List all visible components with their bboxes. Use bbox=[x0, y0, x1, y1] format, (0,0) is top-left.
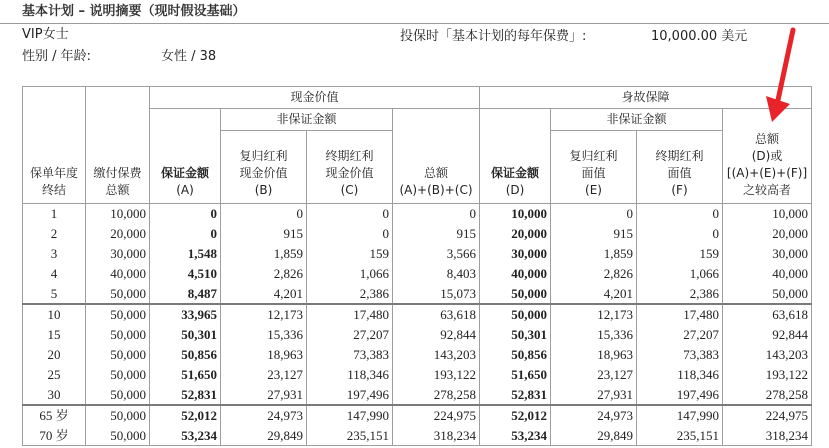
table-cell: 15,073 bbox=[393, 284, 480, 305]
client-name: VIP女士 bbox=[22, 27, 69, 42]
page-title: 基本计划 – 说明摘要（现时假设基础） bbox=[0, 0, 829, 24]
sub-nonguaranteed-death: 非保证金额 bbox=[551, 109, 723, 131]
table-cell: 51,650 bbox=[150, 365, 221, 385]
table-cell: 0 bbox=[307, 224, 393, 244]
table-row bbox=[23, 405, 812, 426]
gender-age-label: 性别 / 年龄: bbox=[22, 49, 92, 64]
table-cell: 3,566 bbox=[393, 244, 480, 264]
table-cell: 0 bbox=[637, 224, 723, 244]
table-cell: 4,510 bbox=[150, 264, 221, 284]
table-cell: 118,346 bbox=[637, 365, 723, 385]
table-cell: 197,496 bbox=[637, 385, 723, 406]
col-total-premium-l1: 缴付保费 bbox=[93, 166, 142, 180]
table-cell: 20,000 bbox=[480, 224, 551, 244]
illustration-table bbox=[22, 86, 812, 446]
sub-nonguaranteed-cash: 非保证金额 bbox=[221, 109, 393, 131]
table-cell: 0 bbox=[150, 224, 221, 244]
table-cell: 51,650 bbox=[480, 365, 551, 385]
table-cell: 53,234 bbox=[150, 426, 221, 446]
table-cell: 50,301 bbox=[150, 325, 221, 345]
col-c-l1: 终期红利 bbox=[325, 149, 374, 163]
table-row bbox=[23, 284, 812, 305]
table-cell: 30,000 bbox=[723, 244, 812, 264]
table-row bbox=[23, 224, 812, 244]
col-guaranteed-d bbox=[480, 109, 551, 204]
table-cell: 10 bbox=[23, 304, 86, 325]
table-cell: 235,151 bbox=[307, 426, 393, 446]
table-row bbox=[23, 345, 812, 365]
table-cell: 18,963 bbox=[551, 345, 637, 365]
table-cell: 50,000 bbox=[86, 365, 150, 385]
col-total-cash-l1: 总额 bbox=[424, 166, 449, 180]
table-cell: 197,496 bbox=[307, 385, 393, 406]
table-cell: 15,336 bbox=[221, 325, 307, 345]
table-cell: 5 bbox=[23, 284, 86, 305]
table-cell: 12,173 bbox=[551, 304, 637, 325]
col-total-death bbox=[723, 109, 812, 204]
table-cell: 915 bbox=[393, 224, 480, 244]
table-cell: 27,931 bbox=[551, 385, 637, 406]
col-f-l3: (F) bbox=[671, 183, 688, 197]
table-row bbox=[23, 365, 812, 385]
table-cell: 318,234 bbox=[393, 426, 480, 446]
table-cell: 50,000 bbox=[86, 385, 150, 406]
table-cell: 17,480 bbox=[637, 304, 723, 325]
table-cell: 40,000 bbox=[86, 264, 150, 284]
table-cell: 27,931 bbox=[221, 385, 307, 406]
col-b-l2: 现金价值 bbox=[239, 166, 288, 180]
table-cell: 10,000 bbox=[86, 204, 150, 224]
col-e-l2: 面值 bbox=[581, 166, 606, 180]
table-cell: 2,386 bbox=[307, 284, 393, 305]
col-reversionary-cash-b bbox=[221, 131, 307, 204]
table-cell: 50,000 bbox=[86, 345, 150, 365]
group-death-benefit: 身故保障 bbox=[480, 87, 812, 109]
table-cell: 278,258 bbox=[723, 385, 812, 406]
table-cell: 224,975 bbox=[393, 405, 480, 426]
table-cell: 50,301 bbox=[480, 325, 551, 345]
table-cell: 15 bbox=[23, 325, 86, 345]
table-cell: 4,201 bbox=[221, 284, 307, 305]
table-cell: 10,000 bbox=[723, 204, 812, 224]
col-e-l3: (E) bbox=[585, 183, 602, 197]
table-cell: 30,000 bbox=[480, 244, 551, 264]
group-cash-value: 现金价值 bbox=[150, 87, 480, 109]
table-cell: 73,383 bbox=[307, 345, 393, 365]
table-cell: 3 bbox=[23, 244, 86, 264]
table-cell: 1,066 bbox=[307, 264, 393, 284]
table-cell: 40,000 bbox=[480, 264, 551, 284]
table-cell: 147,990 bbox=[307, 405, 393, 426]
table-cell: 50,000 bbox=[480, 304, 551, 325]
table-cell: 53,234 bbox=[480, 426, 551, 446]
table-cell: 4 bbox=[23, 264, 86, 284]
gender-age-value: 女性 / 38 bbox=[161, 49, 217, 64]
table-cell: 143,203 bbox=[393, 345, 480, 365]
col-policy-year bbox=[23, 87, 86, 204]
col-terminal-cash-c bbox=[307, 131, 393, 204]
col-b-l1: 复归红利 bbox=[239, 149, 288, 163]
col-total-death-l3: [(A)+(E)+(F)] bbox=[726, 166, 808, 180]
col-total-death-l4: 之较高者 bbox=[743, 183, 792, 197]
table-cell: 15,336 bbox=[551, 325, 637, 345]
table-cell: 50,856 bbox=[480, 345, 551, 365]
table-row bbox=[23, 325, 812, 345]
table-cell: 33,965 bbox=[150, 304, 221, 325]
col-a-l2: (A) bbox=[176, 183, 194, 197]
table-row bbox=[23, 385, 812, 406]
table-cell: 92,844 bbox=[723, 325, 812, 345]
table-cell: 18,963 bbox=[221, 345, 307, 365]
table-cell: 20,000 bbox=[86, 224, 150, 244]
table-cell: 73,383 bbox=[637, 345, 723, 365]
table-cell: 0 bbox=[307, 204, 393, 224]
table-cell: 50,000 bbox=[86, 284, 150, 305]
table-cell: 23,127 bbox=[221, 365, 307, 385]
table-cell: 63,618 bbox=[393, 304, 480, 325]
table-cell: 27,207 bbox=[637, 325, 723, 345]
table-cell: 318,234 bbox=[723, 426, 812, 446]
table-cell: 50,856 bbox=[150, 345, 221, 365]
table-cell: 24,973 bbox=[551, 405, 637, 426]
col-total-cash-l2: (A)+(B)+(C) bbox=[399, 183, 473, 197]
table-cell: 30 bbox=[23, 385, 86, 406]
table-row bbox=[23, 264, 812, 284]
col-f-l2: 面值 bbox=[667, 166, 692, 180]
col-c-l3: (C) bbox=[340, 183, 359, 197]
table-cell: 17,480 bbox=[307, 304, 393, 325]
table-cell: 224,975 bbox=[723, 405, 812, 426]
col-policy-year-l1: 保单年度 bbox=[29, 166, 78, 180]
col-c-l2: 现金价值 bbox=[325, 166, 374, 180]
table-cell: 50,000 bbox=[86, 426, 150, 446]
col-a-l1: 保证金额 bbox=[160, 166, 209, 180]
table-cell: 12,173 bbox=[221, 304, 307, 325]
table-cell: 29,849 bbox=[221, 426, 307, 446]
col-f-l1: 终期红利 bbox=[655, 149, 704, 163]
table-cell: 2,826 bbox=[551, 264, 637, 284]
table-cell: 50,000 bbox=[86, 304, 150, 325]
table-cell: 24,973 bbox=[221, 405, 307, 426]
col-total-premium bbox=[86, 87, 150, 204]
table-cell: 0 bbox=[221, 204, 307, 224]
table-cell: 1,859 bbox=[221, 244, 307, 264]
table-cell: 23,127 bbox=[551, 365, 637, 385]
table-cell: 20 bbox=[23, 345, 86, 365]
premium-label: 投保时「基本计划的每年保费」: bbox=[400, 29, 587, 44]
table-cell: 2 bbox=[23, 224, 86, 244]
table-cell: 65 岁 bbox=[23, 405, 86, 426]
table-cell: 25 bbox=[23, 365, 86, 385]
table-cell: 8,403 bbox=[393, 264, 480, 284]
table-cell: 193,122 bbox=[723, 365, 812, 385]
table-cell: 92,844 bbox=[393, 325, 480, 345]
table-cell: 193,122 bbox=[393, 365, 480, 385]
table-cell: 52,831 bbox=[480, 385, 551, 406]
table-cell: 0 bbox=[551, 204, 637, 224]
table-cell: 63,618 bbox=[723, 304, 812, 325]
table-cell: 235,151 bbox=[637, 426, 723, 446]
col-reversionary-face-e bbox=[551, 131, 637, 204]
table-cell: 4,201 bbox=[551, 284, 637, 305]
table-cell: 50,000 bbox=[723, 284, 812, 305]
table-row bbox=[23, 244, 812, 264]
table-cell: 118,346 bbox=[307, 365, 393, 385]
table-row bbox=[23, 304, 812, 325]
table-cell: 915 bbox=[551, 224, 637, 244]
table-cell: 52,012 bbox=[150, 405, 221, 426]
table-cell: 70 岁 bbox=[23, 426, 86, 446]
table-cell: 147,990 bbox=[637, 405, 723, 426]
table-cell: 1,859 bbox=[551, 244, 637, 264]
table-cell: 159 bbox=[637, 244, 723, 264]
table-cell: 159 bbox=[307, 244, 393, 264]
table-cell: 1,066 bbox=[637, 264, 723, 284]
table-cell: 2,826 bbox=[221, 264, 307, 284]
table-body bbox=[23, 204, 812, 446]
table-cell: 20,000 bbox=[723, 224, 812, 244]
table-cell: 8,487 bbox=[150, 284, 221, 305]
table-row bbox=[23, 426, 812, 446]
col-guaranteed-a bbox=[150, 109, 221, 204]
table-cell: 50,000 bbox=[86, 325, 150, 345]
premium-value: 10,000.00 美元 bbox=[651, 29, 748, 44]
table-cell: 10,000 bbox=[480, 204, 551, 224]
col-total-death-l2: (D)或 bbox=[751, 149, 783, 163]
table-cell: 1 bbox=[23, 204, 86, 224]
col-policy-year-l2: 终结 bbox=[41, 183, 66, 197]
table-cell: 29,849 bbox=[551, 426, 637, 446]
table-cell: 27,207 bbox=[307, 325, 393, 345]
table-cell: 50,000 bbox=[480, 284, 551, 305]
table-cell: 40,000 bbox=[723, 264, 812, 284]
table-cell: 1,548 bbox=[150, 244, 221, 264]
col-d-l1: 保证金额 bbox=[491, 166, 540, 180]
col-total-cash bbox=[393, 109, 480, 204]
table-cell: 915 bbox=[221, 224, 307, 244]
table-cell: 0 bbox=[150, 204, 221, 224]
table-row bbox=[23, 204, 812, 224]
table-cell: 278,258 bbox=[393, 385, 480, 406]
table-cell: 143,203 bbox=[723, 345, 812, 365]
table-cell: 0 bbox=[637, 204, 723, 224]
table-cell: 52,831 bbox=[150, 385, 221, 406]
table-cell: 2,386 bbox=[637, 284, 723, 305]
col-total-premium-l2: 总额 bbox=[105, 183, 130, 197]
col-e-l1: 复归红利 bbox=[569, 149, 618, 163]
table-cell: 0 bbox=[393, 204, 480, 224]
col-b-l3: (B) bbox=[254, 183, 273, 197]
table-cell: 30,000 bbox=[86, 244, 150, 264]
col-d-l2: (D) bbox=[505, 183, 525, 197]
col-total-death-l1: 总额 bbox=[755, 132, 780, 146]
table-cell: 52,012 bbox=[480, 405, 551, 426]
table-cell: 50,000 bbox=[86, 405, 150, 426]
col-terminal-face-f bbox=[637, 131, 723, 204]
